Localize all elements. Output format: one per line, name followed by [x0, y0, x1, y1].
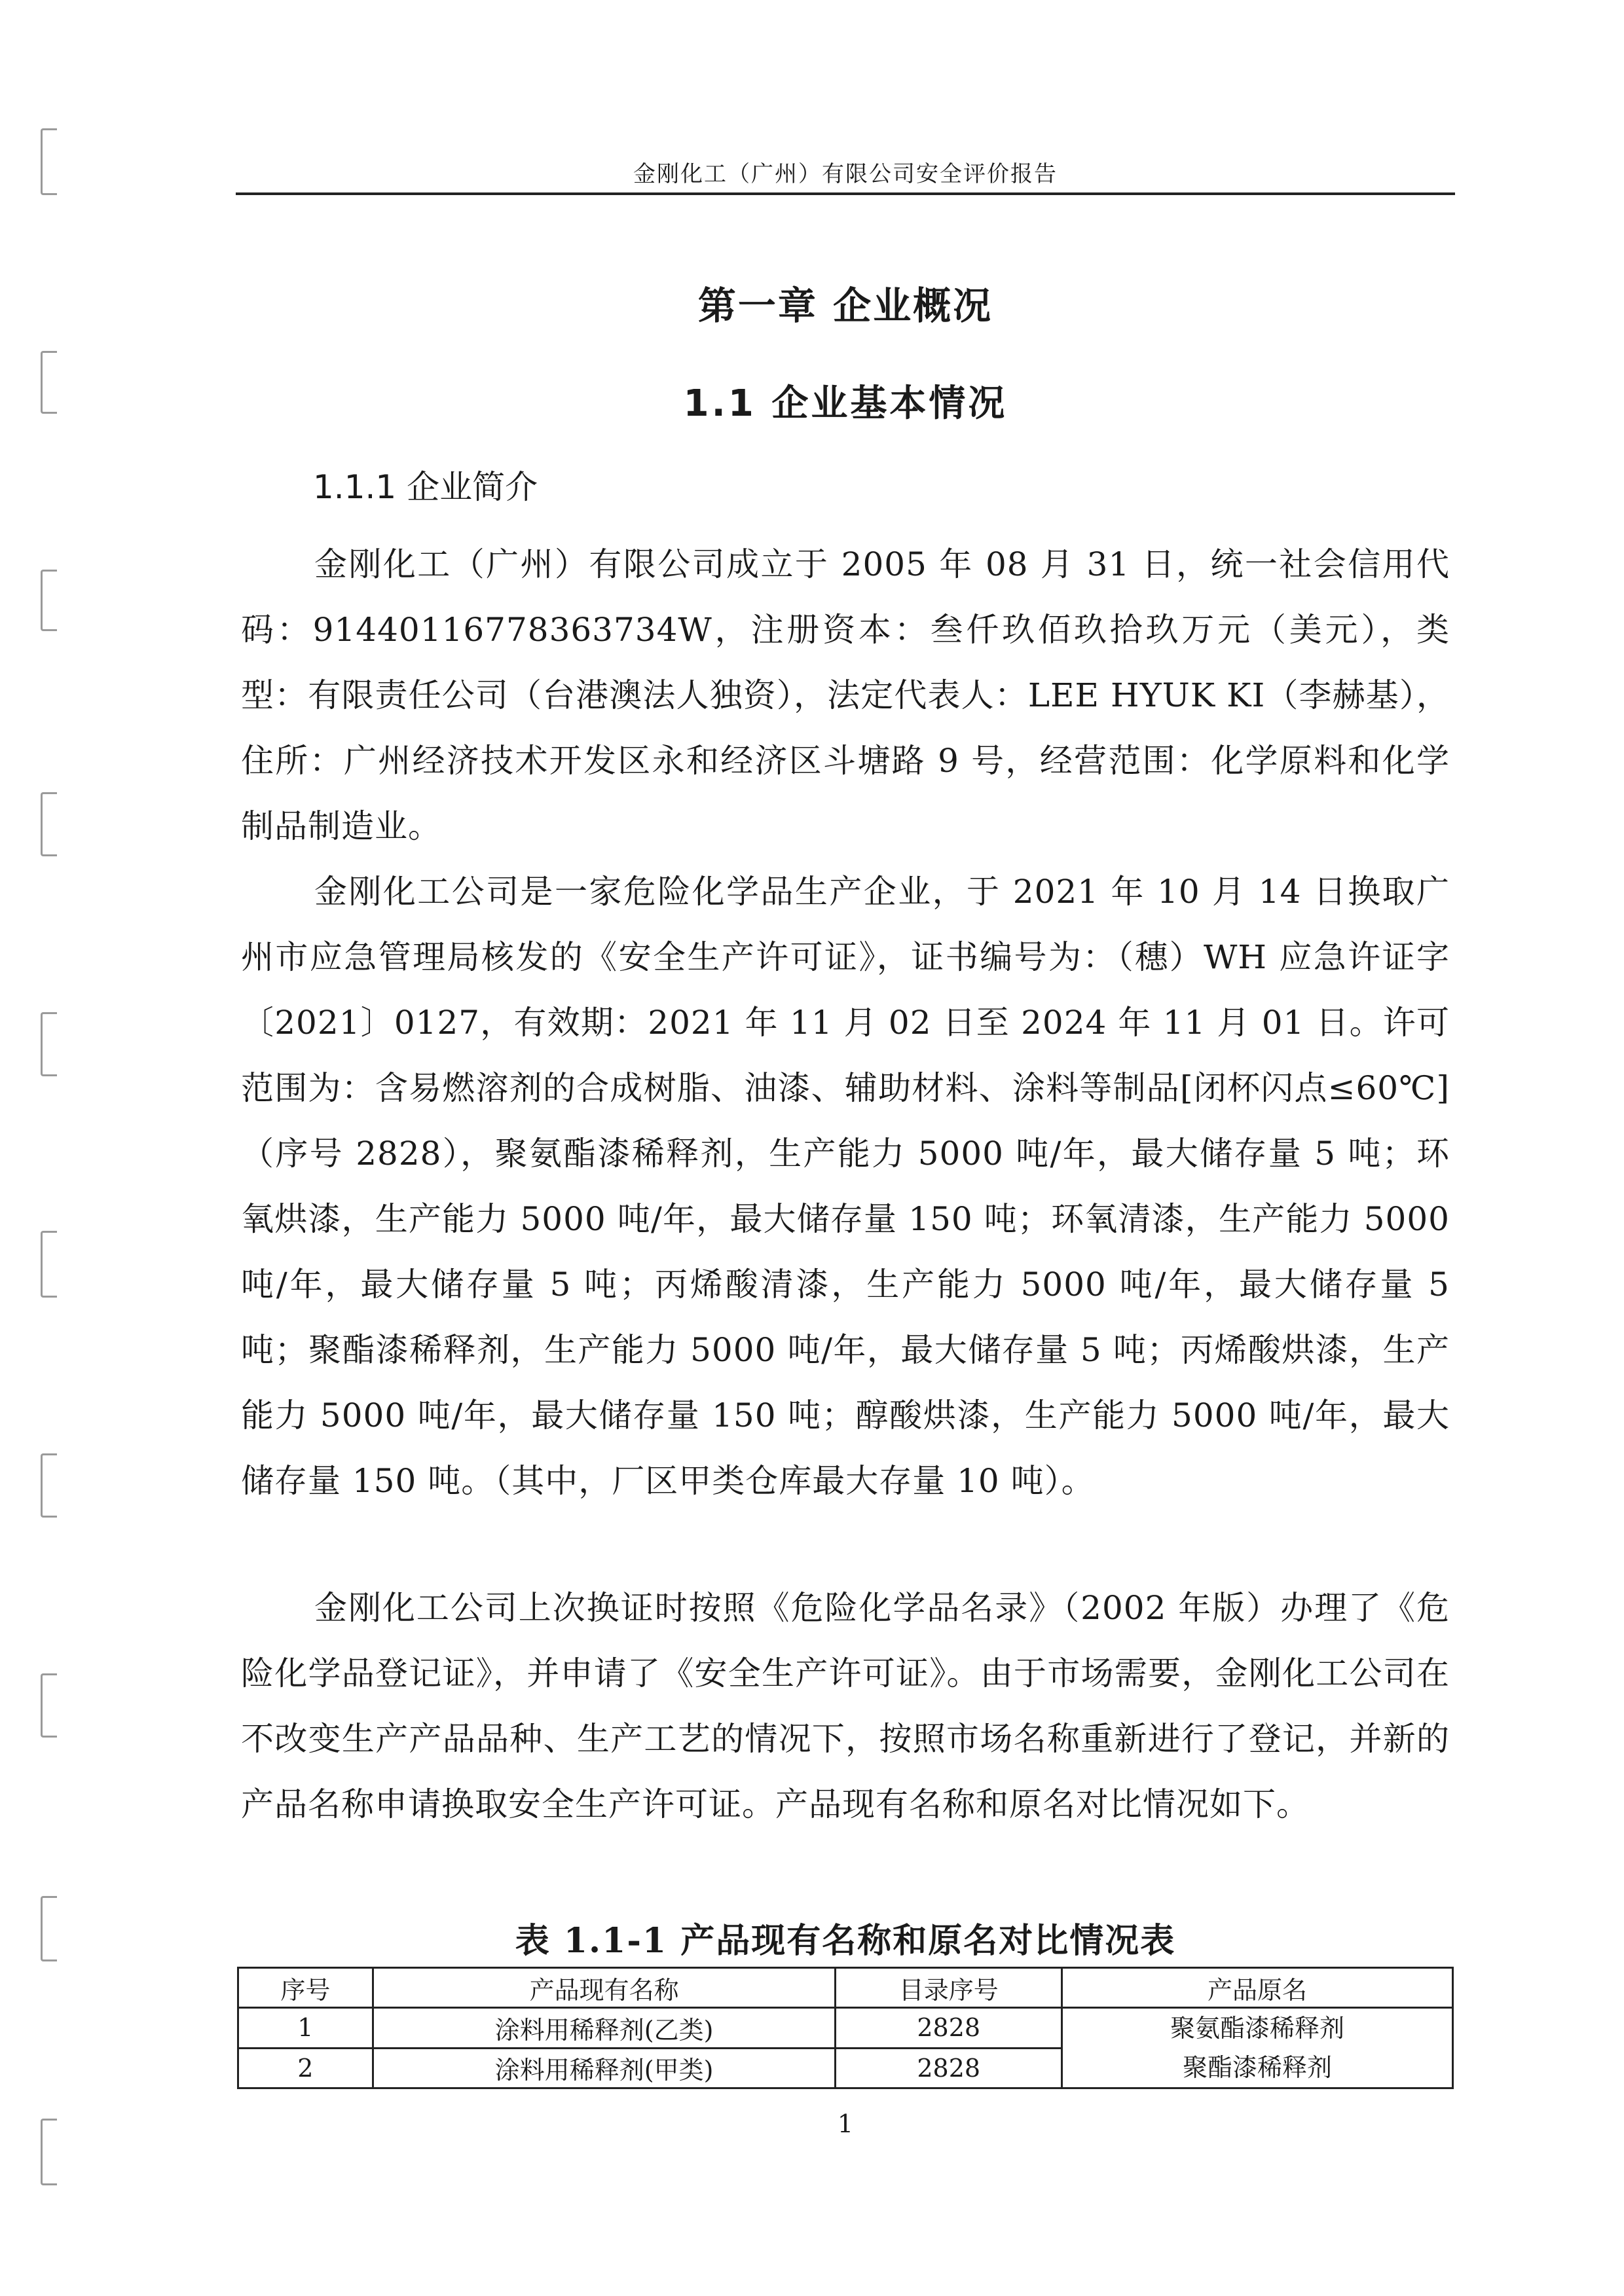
table-caption: 表 1.1-1 产品现有名称和原名对比情况表 — [515, 1921, 1176, 1961]
binding-mark — [41, 1673, 57, 1738]
running-header: 金刚化工（广州）有限公司安全评价报告 — [633, 161, 1058, 187]
column-header: 产品原名 — [1062, 1968, 1453, 2008]
binding-mark — [41, 570, 57, 631]
chapter-title: 第一章 企业概况 — [697, 283, 993, 328]
table-row — [238, 2008, 1453, 2049]
binding-mark — [41, 1453, 57, 1518]
column-header: 产品现有名称 — [373, 1968, 836, 2008]
header-rule — [236, 192, 1455, 195]
binding-mark — [41, 2119, 57, 2185]
table-cell: 2828 — [836, 2048, 1062, 2088]
table-cell: 涂料用稀释剂(甲类) — [373, 2048, 836, 2088]
column-header: 目录序号 — [836, 1968, 1062, 2008]
product-comparison-table — [237, 1967, 1454, 2089]
subsection-title: 1.1.1 企业简介 — [313, 468, 538, 506]
table-cell: 涂料用稀释剂(乙类) — [373, 2008, 836, 2049]
table-header-row — [238, 1968, 1453, 2008]
binding-mark — [41, 792, 57, 856]
binding-mark — [41, 1012, 57, 1076]
binding-mark — [41, 128, 57, 195]
body-paragraph: 金刚化工公司是一家危险化学品生产企业，于 2021 年 10 月 14 日换取广州市应急管理局核发的《安全生产许可证》，证书编号为：（穗）WH 应急许证字〔2021〕0127，有效期：2021 年 11 月 02 日至 2024 年 11 月 01 日。许可范围为：含易燃溶剂的合成树脂、油漆、辅助材料、涂料等制品[闭杯闪点≤60℃]（序号 2828），聚氨酯漆稀释剂，生产能力 5000 吨/年，最大储存量 5 吨；环氧烘漆，生产能力 5000 吨/年，最大储存量 150 吨；环氧清漆，生产能力 5000 吨/年，最大储存量 5 吨；丙烯酸清漆，生产能力 5000 吨/年，最大储存量 5 吨；聚酯漆稀释剂，生产能力 5000 吨/年，最大储存量 5 吨；丙烯酸烘漆，生产能力 5000 吨/年，最大储存量 150 吨；醇酸烘漆，生产能力 5000 吨/年，最大储存量 150 吨。（其中，厂区甲类仓库最大存量 10 吨）。 — [241, 873, 1450, 1500]
page-number: 1 — [837, 2109, 854, 2138]
body-paragraph: 金刚化工公司上次换证时按照《危险化学品名录》（2002 年版）办理了《危险化学品登记证》，并申请了《安全生产许可证》。由于市场需要，金刚化工公司在不改变生产产品品种、生产工艺的情况下，按照市场名称重新进行了登记，并新的产品名称申请换取安全生产许可证。产品现有名称和原名对比情况如下。 — [241, 1589, 1450, 1823]
table-cell: 2 — [238, 2048, 373, 2088]
body-paragraph: 金刚化工（广州）有限公司成立于 2005 年 08 月 31 日，统一社会信用代码：91440116778363734W，注册资本：叁仟玖佰玖拾玖万元（美元），类型：有限责任公司（台港澳法人独资），法定代表人：LEE HYUK KI（李赫基），住所：广州经济技术开发区永和经济区斗塘路 9 号，经营范围：化学原料和化学制品制造业。 — [241, 545, 1450, 845]
binding-mark — [41, 1896, 57, 1961]
original-name: 聚酯漆稀释剂 — [1182, 2053, 1332, 2082]
section-title: 1.1 企业基本情况 — [683, 382, 1008, 425]
original-name: 聚氨酯漆稀释剂 — [1170, 2014, 1344, 2043]
table-cell-original-names — [1062, 2008, 1453, 2088]
column-header: 序号 — [238, 1968, 373, 2008]
binding-mark — [41, 1231, 57, 1298]
table-cell: 1 — [238, 2008, 373, 2049]
table-cell: 2828 — [836, 2008, 1062, 2049]
binding-mark — [41, 351, 57, 414]
